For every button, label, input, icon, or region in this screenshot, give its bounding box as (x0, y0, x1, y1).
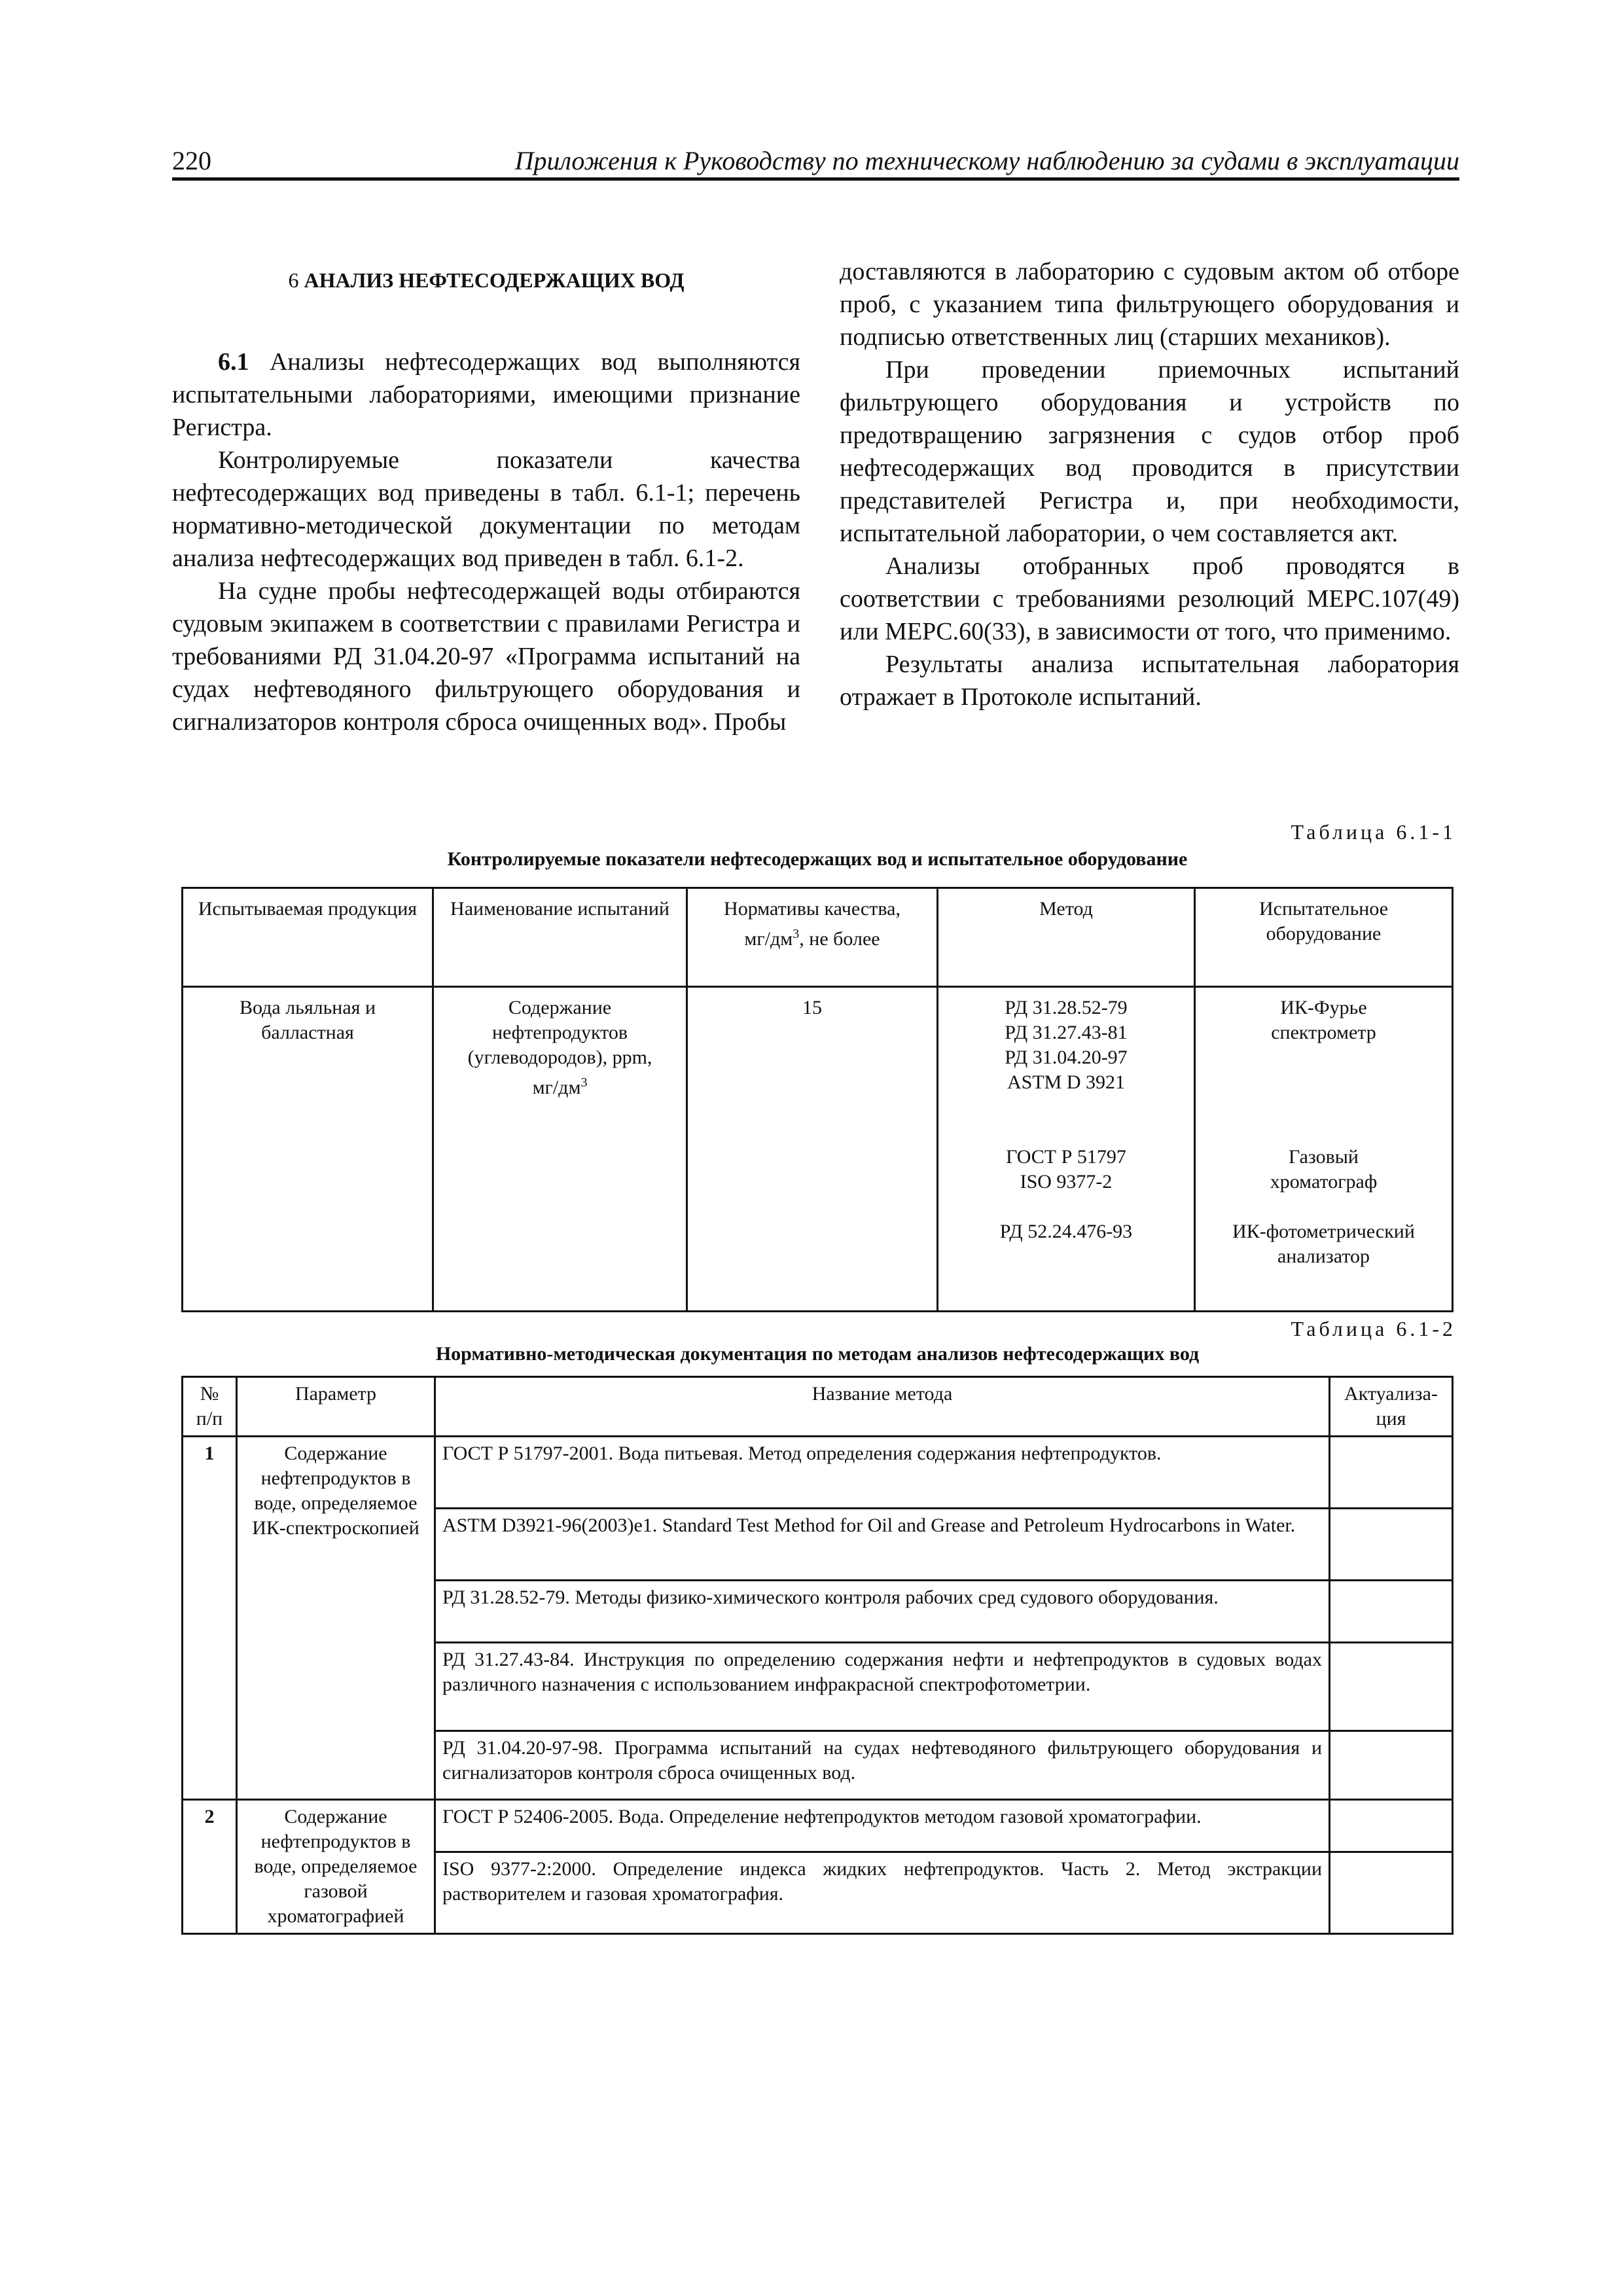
table-cell: Содержание нефтепродуктов (углеводородов), ppm, $мг/дм^3$ (433, 987, 687, 1312)
actualization-cell (1330, 1800, 1453, 1852)
table-controlled-indicators (181, 887, 1454, 1312)
paragraph: доставляются в лабораторию с судовым актом об отборе проб, с указанием типа фильтрующего оборудования и подписью ответственных лиц (старших механиков). (840, 258, 1459, 351)
paragraph: Результаты анализа испытательная лаборатория отражает в Протоколе испытаний. (840, 651, 1459, 711)
table-row (183, 1800, 1453, 1852)
row-number: 1 (183, 1437, 237, 1800)
running-title: Приложения к Руководству по техническому наблюдению за судами в эксплуатации (514, 146, 1459, 175)
method-cell: ГОСТ Р 51797-2001. Вода питьевая. Метод определения содержания нефтепродуктов. (435, 1437, 1330, 1509)
table-row (183, 1437, 1453, 1509)
column-header: Актуализа- ция (1330, 1377, 1453, 1437)
page-number: 220 (172, 146, 211, 175)
section-heading (172, 267, 800, 293)
actualization-cell (1330, 1437, 1453, 1509)
table-methods-documentation (181, 1376, 1454, 1935)
parameter-cell: Содержание нефтепродуктов в воде, определяемое ИК-спектроскопией (237, 1437, 435, 1800)
table-cell: Вода льяльная и балластная (183, 987, 433, 1312)
column-header: Испытательное оборудование (1195, 888, 1453, 987)
paragraph: На судне пробы нефтесодержащей воды отбираются судовым экипажем в соответствии с правилами Регистра и требованиями РД 31.04.20-97 «Программа испытаний на судах нефтеводяного фильтрующего оборудования и сигнализаторов контроля сброса очищенных вод». Пробы (172, 577, 800, 736)
method-cell: ГОСТ Р 52406-2005. Вода. Определение нефтепродуктов методом газовой хроматографии. (435, 1800, 1330, 1852)
method-cell: ASTM D3921-96(2003)e1. Standard Test Method for Oil and Grease and Petroleum Hydrocarbons in Water. (435, 1509, 1330, 1581)
method-cell: ISO 9377-2:2000. Определение индекса жидких нефтепродуктов. Часть 2. Метод экстракции растворителем и газовая хроматография. (435, 1852, 1330, 1933)
clause-text: Анализы нефтесодержащих вод выполняются испытательными лабораториями, имеющими признание Регистра. (172, 348, 800, 441)
section-number: 6 (288, 268, 299, 292)
left-column (172, 255, 800, 738)
paragraph: При проведении приемочных испытаний фильтрующего оборудования и устройств по предотвращению загрязнения с судов отбор проб нефтесодержащих вод проводится в присутствии представителей Регистра и, при необходимости, испытательной лаборатории, о чем составляется акт. (840, 356, 1459, 547)
table-caption: Нормативно-методическая документация по методам анализов нефтесодержащих вод (435, 1343, 1200, 1365)
column-header: Нормативы качества, $мг/дм^3$, не более (687, 888, 938, 987)
table-cell: 15 (687, 987, 938, 1312)
row-number: 2 (183, 1800, 237, 1934)
paragraph: Контролируемые показатели качества нефтесодержащих вод приведены в табл. 6.1-1; перечень нормативно-методической документации по методам анализа нефтесодержащих вод приведен в табл. 6.1-2. (172, 446, 800, 572)
table-header-row (183, 1377, 1453, 1437)
actualization-cell (1330, 1581, 1453, 1643)
actualization-cell (1330, 1643, 1453, 1731)
clause-number: 6.1 (218, 348, 249, 376)
actualization-cell (1330, 1509, 1453, 1581)
table-cell: РД 31.28.52-79 РД 31.27.43-81 РД 31.04.20-97 ASTM D 3921 ГОСТ Р 51797 ISO 9377-2 РД 52.24.476-93 (938, 987, 1195, 1312)
table-cell: ИК-Фурье спектрометр Газовый хроматограф ИК-фотометрический анализатор (1195, 987, 1453, 1312)
method-cell: РД 31.27.43-84. Инструкция по определению содержания нефти и нефтепродуктов в судовых водах различного назначения с использованием инфракрасной спектрофотометрии. (435, 1643, 1330, 1731)
column-header: Название метода (435, 1377, 1330, 1437)
column-header: Испытываемая продукция (183, 888, 433, 987)
column-header: № п/п (183, 1377, 237, 1437)
column-header: Параметр (237, 1377, 435, 1437)
method-cell: РД 31.04.20-97-98. Программа испытаний на судах нефтеводяного фильтрующего оборудования и сигнализаторов контроля сброса очищенных вод. (435, 1731, 1330, 1800)
column-header: Наименование испытаний (433, 888, 687, 987)
table-row (183, 987, 1453, 1312)
column-header: Метод (938, 888, 1195, 987)
table-caption: Контролируемые показатели нефтесодержащих вод и испытательное оборудование (447, 848, 1188, 870)
table-number: Таблица 6.1-1 (1291, 820, 1456, 844)
actualization-cell (1330, 1852, 1453, 1933)
parameter-cell: Содержание нефтепродуктов в воде, определяемое газовой хроматографией (237, 1800, 435, 1934)
header-rule (172, 177, 1459, 181)
table-number: Таблица 6.1-2 (1291, 1317, 1456, 1340)
right-column (840, 255, 1459, 713)
section-title: АНАЛИЗ НЕФТЕСОДЕРЖАЩИХ ВОД (304, 268, 685, 292)
method-cell: РД 31.28.52-79. Методы физико-химического контроля рабочих сред судового оборудования. (435, 1581, 1330, 1643)
paragraph: Анализы отобранных проб проводятся в соответствии с требованиями резолюций MEPC.107(49) или MEPC.60(33), в зависимости от того, что применимо. (840, 552, 1459, 645)
paragraph-6-1 (172, 346, 800, 444)
actualization-cell (1330, 1731, 1453, 1800)
table-header-row (183, 888, 1453, 987)
